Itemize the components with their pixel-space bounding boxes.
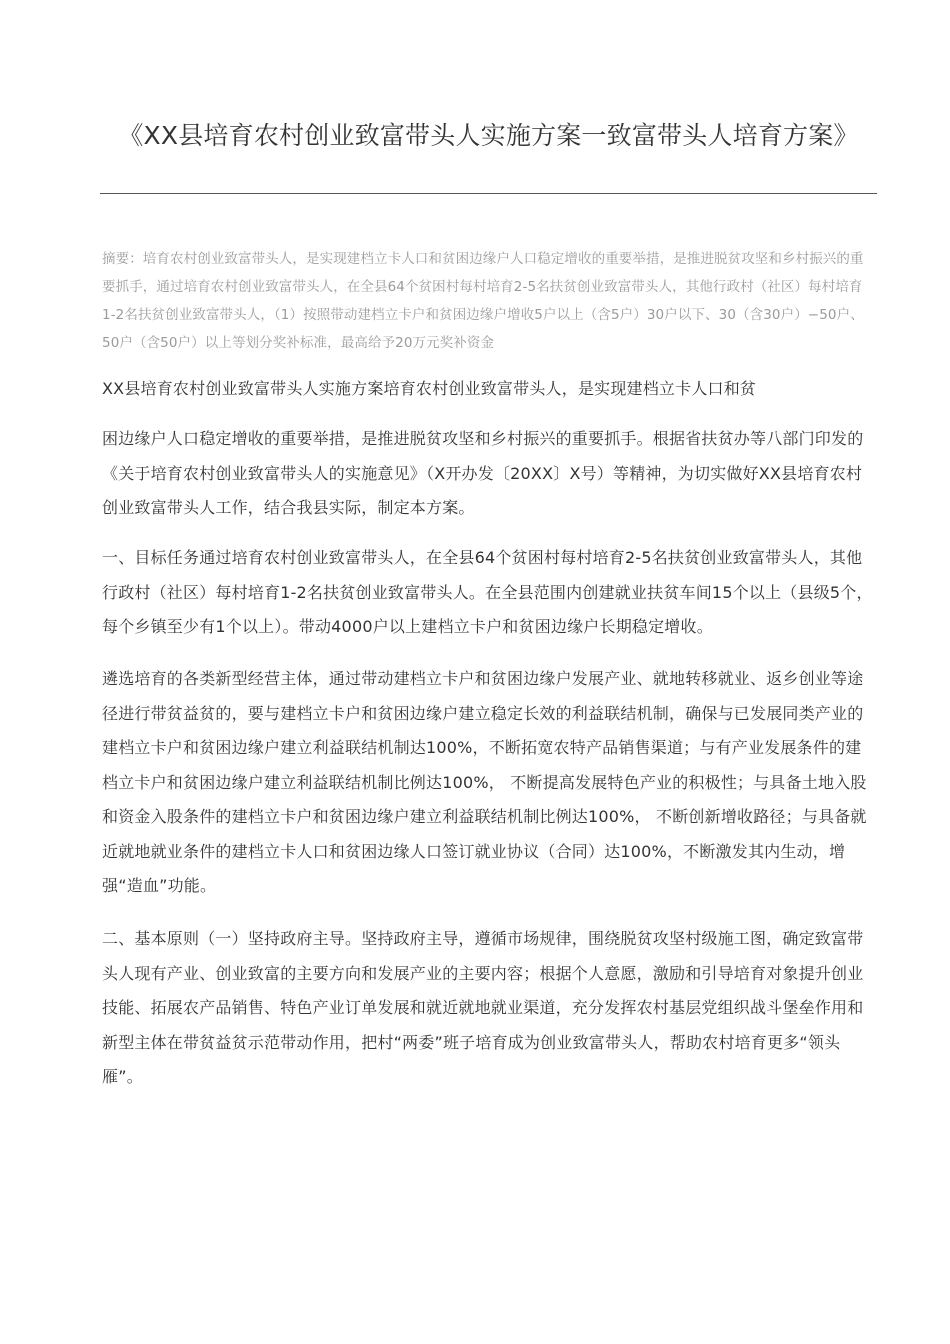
body-paragraph-1: XX县培育农村创业致富带头人实施方案培育农村创业致富带头人，是实现建档立卡人口和贫 [102, 379, 757, 398]
body-paragraph-5: 二、基本原则（一）坚持政府主导。坚持政府主导，遵循市场规律，围绕脱贫攻坚村级施工图，确定致富带头人现有产业、创业致富的主要方向和发展产业的主要内容；根据个人意愿，激励和引导培育对象提升创业技能、拓展农产品销售、特色产业订单发展和就近就地就业渠道，充分发挥农村基层党组织战斗堡垒作用和新型主体在带贫益贫示范带动作用，把村“两委”班子培育成为创业致富带头人，帮助农村培育更多“领头雁”。 [102, 929, 864, 1086]
document-title: 《XX县培育农村创业致富带头人实施方案一致富带头人培育方案》 [118, 121, 859, 150]
abstract-text: 摘要：培育农村创业致富带头人，是实现建档立卡人口和贫困边缘户人口稳定增收的重要举措，是推进脱贫攻坚和乡村振兴的重要抓手，通过培育农村创业致富带头人，在全县64个贫困村每村培育2-5名扶贫创业致富带头人，其他行政村（社区）每村培育1-2名扶贫创业致富带头人，（1）按照带动建档立卡户和贫困边缘户增收5户以上（含5户）30户以下、30（含30户）−50户、50户（含50户）以上等划分奖补标准，最高给予20万元奖补资金 [102, 251, 864, 351]
body-paragraph-3: 一、目标任务通过培育农村创业致富带头人，在全县64个贫困村每村培育2-5名扶贫创业致富带头人，其他行政村（社区）每村培育1-2名扶贫创业致富带头人。在全县范围内创建就业扶贫车间15个以上（县级5个，每个乡镇至少有1个以上）。带动4000户以上建档立卡户和贫困边缘户长期稳定增收。 [102, 548, 873, 636]
body-paragraph-4: 遴选培育的各类新型经营主体，通过带动建档立卡户和贫困边缘户发展产业、就地转移就业、返乡创业等途径进行带贫益贫的，要与建档立卡户和贫困边缘户建立稳定长效的利益联结机制，确保与已发展同类产业的建档立卡户和贫困边缘户建立利益联结机制达100%，不断拓宽农特产品销售渠道；与有产业发展条件的建档立卡户和贫困边缘户建立利益联结机制比例达100%， 不断提高发展特色产业的积极性；与具备土地入股和资金入股条件的建档立卡户和贫困边缘户建立利益联结机制比例达100%， 不断创新增收路径；与具备就近就地就业条件的建档立卡人口和贫困边缘人口签订就业协议（合同）达100%，不断激发其内生动，增强“造血”功能。 [102, 669, 867, 895]
title-underline [100, 193, 877, 194]
body-paragraph-2: 困边缘户人口稳定增收的重要举措，是推进脱贫攻坚和乡村振兴的重要抓手。根据省扶贫办等八部门印发的《关于培育农村创业致富带头人的实施意见》（X开办发〔20XX〕X号）等精神，为切实做好XX县培育农村创业致富带头人工作，结合我县实际，制定本方案。 [102, 429, 864, 517]
